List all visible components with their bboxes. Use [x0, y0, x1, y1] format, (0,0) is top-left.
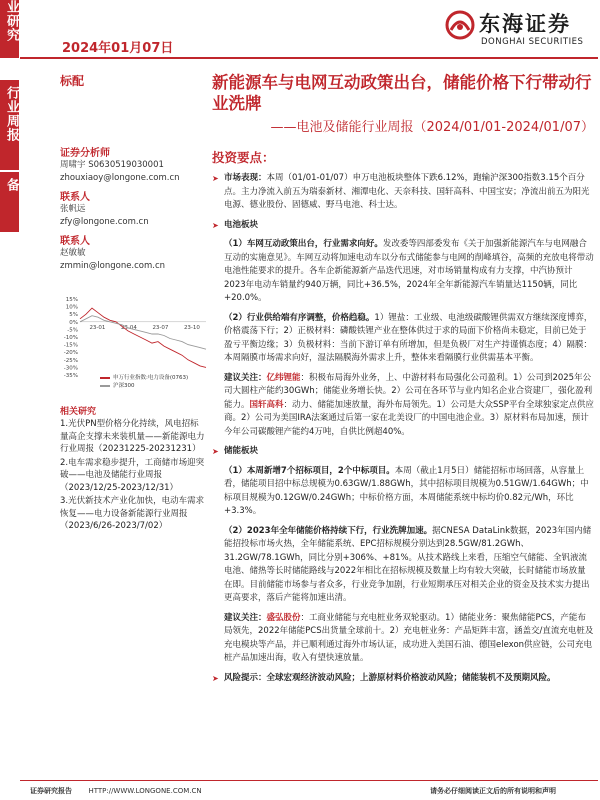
x-tick-label: 23-01: [89, 324, 106, 331]
storage-suggestion-label: 建议关注：: [224, 612, 267, 623]
battery-heading: 电池板块: [224, 219, 259, 230]
storage-point-1-title: （1）本周新增7个招标项目，2个中标项目。: [224, 465, 395, 476]
legend-item-industry: [100, 374, 188, 382]
logo-mark-icon: [445, 10, 475, 40]
footer-website-link[interactable]: HTTP://WWW.LONGONE.COM.CN: [88, 787, 202, 795]
analyst-title: 证券分析师: [60, 148, 110, 159]
legend-label-industry: 申万行业指数:电力设备(0763): [113, 375, 189, 381]
battery-suggestion-company-2: 国轩高科: [249, 399, 284, 410]
battery-point-1: [224, 238, 594, 306]
y-tick-label: -30%: [63, 365, 78, 372]
storage-suggestion: [224, 612, 594, 666]
y-tick-label: 10%: [65, 304, 78, 311]
legend-swatch-hs300: [100, 385, 110, 387]
analyst-block: [60, 140, 205, 272]
contact1-name: 张帆远: [60, 204, 86, 214]
industry-band: [0, 172, 38, 232]
x-tick-labels: [89, 325, 200, 331]
storage-suggestion-text: ：工商业储能与充电桩业务双轮驱动。1）储能业务：聚焦储能PCS，产能布局领先，2022年储能PCS出货量全球前十。2）充电桩业务：产品矩阵丰富，涵盖交/直流充电桩及充电模块等产品，并已顺利通过海外市场认证，成功进入美国石油、德国elexon供应链，公司充电桩产品加速出海，收入有望快速放量。: [224, 612, 594, 663]
bullet-arrow-icon: ➤: [212, 447, 219, 456]
y-tick-label: 0%: [69, 319, 78, 326]
footer-left: [30, 786, 202, 796]
related-research: [60, 404, 205, 533]
storage-point-2-title: （2）2023年全年储能价格持续下行，行业洗牌加速。: [224, 525, 433, 536]
y-tick-label: 15%: [65, 297, 78, 303]
risk-label: 风险提示：: [224, 672, 267, 683]
y-tick-label: 5%: [69, 312, 78, 319]
battery-point-1-title: （1）车网互动政策出台，行业需求向好。: [224, 239, 383, 249]
category-label: 业研究: [4, 0, 19, 42]
y-tick-labels: [64, 297, 206, 379]
battery-suggestion-text-1: ：积极布局海外业务，上、中游材料布局强化公司盈利。1）公司到2025年公司大圆柱产能约30GWh；储能业务增长快。2）公司在各环节与业内知名企业合资建厂，强化盈利能力。: [224, 372, 593, 410]
related-item-1[interactable]: 1.光伏PN型价格分化持续，风电招标量高企支撑未来装机量——新能源电力行业周报（20231225-20231231）: [60, 419, 205, 454]
logo-english-name: DONGHAI SECURITIES: [481, 37, 584, 47]
x-tick-label: 23-07: [152, 324, 169, 331]
storage-heading: 储能板块: [224, 446, 259, 456]
y-tick-label: -5%: [67, 327, 78, 334]
related-item-2[interactable]: 2.电车需求稳步提升，工商储市场迎突破——电池及储能行业周报（2023/12/25-2023/12/31）: [60, 457, 205, 493]
battery-point-2: [224, 312, 594, 366]
battery-suggestion: [224, 372, 594, 440]
risk-paragraph: [212, 672, 594, 686]
footer-report-type: 证券研究报告: [30, 787, 72, 795]
x-tick-label: 23-04: [120, 324, 137, 331]
market-text: 本周（01/01-01/07）申万电池板块整体下跌6.12%，跑输沪深300指数3.15个百分点。主力净流入前五为瑞泰新材、湘潭电化、天奈科技、国轩高科、中国宝安；净流出前五为阳光电源、德业股份、固德威、野马电池、科士达。: [224, 173, 590, 210]
y-tick-label: -15%: [63, 342, 78, 349]
contact2-title: 联系人: [60, 236, 90, 247]
investment-heading: 投资要点：: [212, 150, 275, 165]
left-band: [0, 0, 38, 800]
rating-block: [60, 72, 205, 89]
bullet-arrow-icon: ➤: [212, 220, 219, 230]
storage-point-1: [224, 465, 594, 519]
logo-chinese-name: 东海证券: [479, 12, 571, 36]
contact2-name: 赵敏敏: [60, 248, 86, 258]
chart-series: [80, 308, 206, 367]
battery-suggestion-label: 建议关注：: [224, 372, 267, 383]
bullet-arrow-icon: ➤: [212, 174, 219, 183]
market-label: 市场表现：: [224, 173, 267, 183]
contact1-title: 联系人: [60, 192, 90, 203]
contact2-email[interactable]: zmmin@longone.com.cn: [60, 260, 166, 271]
battery-section-heading: [212, 219, 594, 233]
contact1-email[interactable]: zfy@longone.com.cn: [60, 216, 149, 227]
title-block: [212, 72, 594, 135]
legend-item-hs300: [100, 382, 188, 390]
series-line-hs300: [80, 316, 206, 350]
storage-section: [224, 465, 594, 666]
company-logo: [445, 8, 595, 54]
battery-point-1-text: 发改委等四部委发布《关于加强新能源汽车与电网融合互动的实施意见》。车网互动将加速电动车以分布式储能参与电网的削峰填谷，高频的充放电将带动电池性能要求的提升。各车企新能源新产品迭代迅速，对市场销量构成有力支撑，中汽协预计2023年电动车销量约940万辆，同比+36.5%，2024年全年新能源汽车销量达1150辆，同比+20.0%。: [224, 239, 594, 303]
x-tick-label: 23-10: [183, 324, 200, 331]
y-tick-label: -25%: [63, 357, 78, 364]
battery-suggestion-company-1: 亿纬锂能: [266, 372, 301, 383]
main-title: 新能源车与电网互动政策出台，储能价格下行带动行业洗牌: [212, 73, 592, 113]
storage-section-heading: [212, 445, 594, 459]
battery-suggestion-text-2: ：动力、储能加速放量，海外布局领先。1）公司是大众SSP平台全球独家定点供应商。2）公司为美国IRA法案通过后第一家在北美设厂的中国电池企业。3）原材料布局加速，预计今年公司碳酸锂产能约4万吨，自供比例超40%。: [224, 399, 594, 437]
legend-swatch-industry: [100, 377, 110, 379]
y-tick-label: -20%: [63, 350, 78, 357]
category-band: [0, 0, 19, 58]
storage-suggestion-company: 盛弘股份: [266, 612, 301, 623]
analyst-email[interactable]: zhouxiaoy@longone.com.cn: [60, 172, 180, 183]
analyst-name: 周啸宇 S0630519030001: [60, 160, 164, 170]
report-body: [212, 172, 594, 691]
header-divider: [20, 57, 598, 59]
battery-section: [224, 238, 594, 439]
legend-label-hs300: 沪深300: [113, 383, 135, 389]
risk-text: 全球宏观经济波动风险；上游原材料价格波动风险；储能装机不及预期风险。: [266, 672, 556, 683]
footer-disclaimer: 请务必仔细阅读正文后的所有说明和声明: [430, 787, 556, 795]
storage-point-2: [224, 525, 594, 606]
footer-divider: [20, 780, 598, 781]
industry-label: 电力设备: [4, 178, 38, 220]
bullet-arrow-icon: ➤: [212, 673, 219, 683]
related-item-3[interactable]: 3.光伏新技术产业化加快，电动车需求恢复——电力设备新能源行业周报（2023/6/26-2023/7/02）: [60, 496, 205, 531]
market-performance-paragraph: [212, 172, 594, 213]
storage-point-2-text: 据CNESA DataLink数据，2023年国内储能招投标市场火热，全年储能系统、EPC招标规模分别达到28.5GW/81.2GWh、31.2GW/78.1GWh，同比分别+306%、+81%。从技术路线上来看，压缩空气储能、全钒液流电池、储热等长时储能路线与2022年相比在招标规模及数量上均有较大突破，长时储能市场放量在即。目前储能市场参与者众多，行业竞争加剧，行业短期承压对相关企业的资金及技术实力提出更高要求，落后产能将加速出清。: [224, 525, 592, 603]
related-title: 相关研究: [60, 407, 97, 417]
report-type-band: [0, 80, 19, 170]
y-tick-label: -35%: [63, 373, 78, 379]
battery-point-2-title: （2）行业供给端有序调整，价格趋稳。: [224, 312, 375, 323]
storage-point-1-text: 本周（截止1月5日）储能招标市场回落，从容量上看，储能项目招中标总规模为0.63GW/1.88GWh，其中招标项目规模为0.51GW/1.64GWh；中标项目规模为0.12GW/0.24GWh；中标价格方面，本周储能系统中标均价0.82元/Wh，环比+3.3%。: [224, 465, 589, 516]
report-date: 2024年01月07日: [62, 41, 174, 56]
battery-point-2-text: 1）锂盐：工业级、电池级碳酸锂供需双方继续深度博弈，价格震荡下行；2）正极材料：磷酸铁锂产业在整体供过于求的局面下价格尚未稳定，目前已处于盈亏平衡边缘；3）负极材料：当前下游订单有所增加，但是负极厂对生产持谨慎态度；4）隔膜：本周隔膜市场需求向好，湿法隔膜海外需求上升，整体来看隔膜行业供需基本平衡。: [224, 312, 593, 363]
sub-title: ——电池及储能行业周报（2024/01/01-2024/01/07）: [270, 120, 594, 135]
y-tick-label: -10%: [63, 335, 78, 341]
chart-legend: [100, 374, 188, 390]
series-line-industry: [80, 308, 206, 367]
report-type-label: 行业周报: [4, 86, 19, 142]
rating-label: 标配: [60, 74, 85, 88]
